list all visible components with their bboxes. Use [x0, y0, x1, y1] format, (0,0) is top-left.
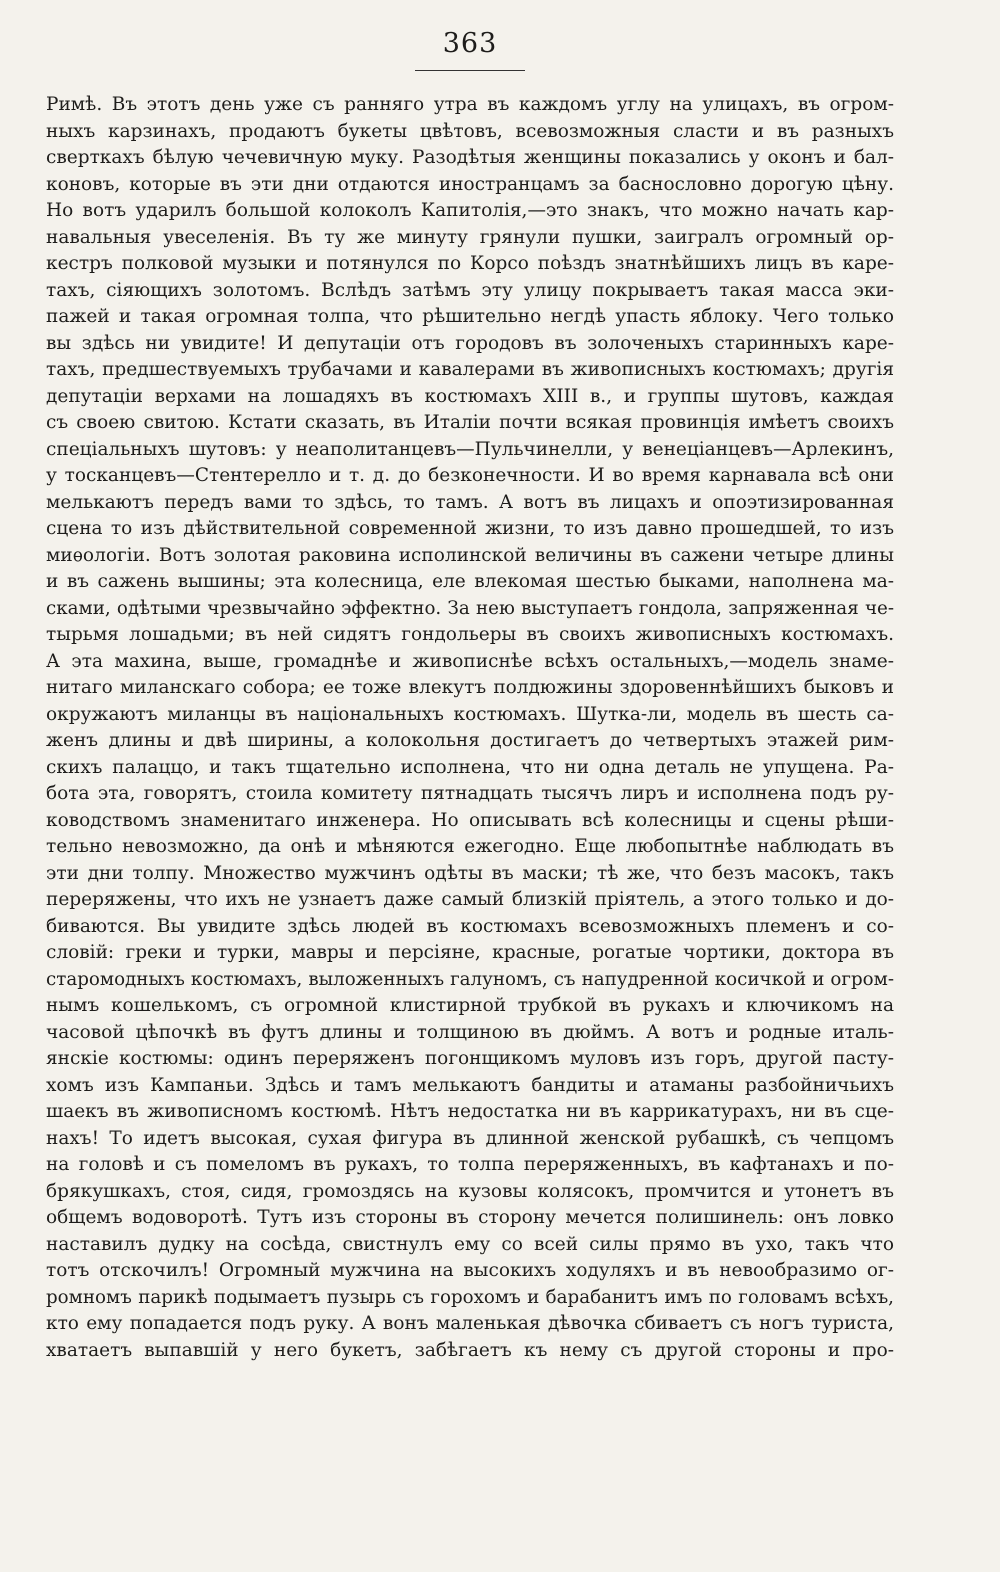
- page-number: 363: [442, 28, 498, 59]
- text-line: кестръ полковой музыки и потянулся по Корсо поѣздъ знатнѣйшихъ лицъ въ каре-: [46, 253, 894, 274]
- text-line: общемъ водоворотѣ. Тутъ изъ стороны въ сторону мечется полишинель: онъ ловко: [46, 1207, 894, 1228]
- text-line: коновъ, которые въ эти дни отдаются иностранцамъ за баснословно дорогую цѣну.: [46, 173, 894, 195]
- text-line: А эта махина, выше, громаднѣе и живописнѣе всѣхъ остальныхъ,—модель знаме-: [46, 650, 894, 672]
- text-line: навальныя увеселенія. Въ ту же минуту грянули пушки, заигралъ огромный ор-: [46, 226, 894, 248]
- text-line: брякушкахъ, стоя, сидя, громоздясь на кузовы колясокъ, промчится и утонетъ въ: [46, 1180, 894, 1202]
- text-line: на головѣ и съ помеломъ въ рукахъ, то толпа переряженныхъ, въ кафтанахъ и по-: [46, 1154, 894, 1175]
- text-line: хомъ изъ Кампаньи. Здѣсь и тамъ мелькаютъ бандиты и атаманы разбойничьихъ: [46, 1074, 894, 1096]
- text-line: часовой цѣпочкѣ въ футъ длины и толщиною въ дюймъ. А вотъ и родные италь-: [46, 1021, 894, 1043]
- text-line: пажей и такая огромная толпа, что рѣшительно негдѣ упасть яблоку. Чего только: [46, 306, 894, 327]
- text-line: тырьмя лошадьми; въ ней сидятъ гондольеры въ своихъ живописныхъ костюмахъ.: [46, 624, 894, 645]
- text-line: сками, одѣтыми чрезвычайно эффектно. За нею выступаетъ гондола, запряженная че-: [46, 597, 894, 619]
- text-line: съ своею свитою. Кстати сказать, въ Италіи почти всякая провинція имѣетъ своихъ: [46, 412, 894, 433]
- text-line: Римѣ. Въ этотъ день уже съ ранняго утра въ каждомъ углу на улицахъ, въ огром-: [46, 94, 894, 115]
- text-line: тельно невозможно, да онѣ и мѣняются ежегодно. Еще любопытнѣе наблюдать въ: [46, 836, 894, 857]
- text-line: депутаціи верхами на лошадяхъ въ костюмахъ XIII в., и группы шутовъ, каждая: [46, 385, 894, 407]
- header-rule: [415, 70, 525, 71]
- text-line: тахъ, предшествуемыхъ трубачами и кавалерами въ живописныхъ костюмахъ; другія: [46, 359, 894, 380]
- text-line: шаекъ въ живописномъ костюмѣ. Нѣтъ недостатка ни въ каррикатурахъ, ни въ сце-: [46, 1101, 894, 1122]
- text-line: Но вотъ ударилъ большой колоколъ Капитолія,—это знакъ, что можно начать кар-: [46, 200, 894, 221]
- text-line: тотъ отскочилъ! Огромный мужчина на высокихъ ходуляхъ и въ невообразимо ог-: [46, 1260, 894, 1281]
- text-line: сверткахъ бѣлую чечевичную муку. Разодѣтыя женщины показались у оконъ и бал-: [46, 147, 894, 168]
- text-line: хватаетъ выпавшій у него букетъ, забѣгаетъ къ нему съ другой стороны и про-: [46, 1339, 894, 1361]
- text-line: кто ему попадается подъ руку. А вонъ маленькая дѣвочка сбиваетъ съ ногъ туриста,: [46, 1313, 894, 1334]
- text-line: мелькаютъ передъ вами то здѣсь, то тамъ. А вотъ въ лицахъ и опоэтизированная: [46, 491, 894, 513]
- text-line: нымъ кошелькомъ, съ огромной клистирной трубкой въ рукахъ и ключикомъ на: [46, 995, 894, 1016]
- text-line: нитаго миланскаго собора; ее тоже влекутъ полдюжины здоровеннѣйшихъ быковъ и: [46, 677, 894, 698]
- text-line: бота эта, говорятъ, стоила комитету пятнадцать тысячъ лиръ и исполнена подъ ру-: [46, 783, 894, 804]
- text-line: переряжены, что ихъ не узнаетъ даже самый близкій пріятель, а этого только и до-: [46, 889, 894, 910]
- text-line: словій: греки и турки, мавры и персіяне, красные, рогатые чортики, доктора въ: [46, 942, 894, 963]
- text-line: янскіе костюмы: одинъ переряженъ погонщикомъ муловъ изъ горъ, другой пасту-: [46, 1048, 894, 1069]
- text-line: у тосканцевъ—Стентерелло и т. д. до безконечности. И во время карнавала всѣ они: [46, 465, 894, 486]
- text-line: скихъ палаццо, и такъ тщательно исполнена, что ни одна деталь не упущена. Ра-: [46, 756, 894, 778]
- text-line: нахъ! То идетъ высокая, сухая фигура въ длинной женской рубашкѣ, съ чепцомъ: [46, 1127, 894, 1149]
- text-line: сцена то изъ дѣйствительной современной жизни, то изъ давно прошедшей, то изъ: [46, 518, 894, 539]
- text-line: и въ сажень вышины; эта колесница, еле влекомая шестью быками, наполнена ма-: [46, 571, 894, 592]
- body-text: [46, 92, 894, 1364]
- text-line: вы здѣсь ни увидите! И депутаціи отъ городовъ въ золоченыхъ старинныхъ каре-: [46, 332, 894, 354]
- text-line: биваются. Вы увидите здѣсь людей въ костюмахъ всевозможныхъ племенъ и со-: [46, 915, 894, 937]
- text-line: наставилъ дудку на сосѣда, свистнулъ ему со всей силы прямо въ ухо, такъ что: [46, 1233, 894, 1255]
- text-line: спеціальныхъ шутовъ: у неаполитанцевъ—Пульчинелли, у венеціанцевъ—Арлекинъ,: [46, 438, 894, 460]
- text-line: старомодныхъ костюмахъ, выложенныхъ галуномъ, съ напудренной косичкой и огром-: [46, 968, 894, 990]
- text-line: эти дни толпу. Множество мужчинъ одѣты въ маски; тѣ же, что безъ масокъ, такъ: [46, 862, 894, 884]
- text-line: ромномъ парикѣ подымаетъ пузырь съ горохомъ и барабанитъ имъ по головамъ всѣхъ,: [46, 1286, 894, 1308]
- text-line: тахъ, сіяющихъ золотомъ. Вслѣдъ затѣмъ эту улицу покрываетъ такая масса эки-: [46, 279, 894, 301]
- text-line: ководствомъ знаменитаго инженера. Но описывать всѣ колесницы и сцены рѣши-: [46, 809, 894, 831]
- text-line: ныхъ карзинахъ, продаютъ букеты цвѣтовъ, всевозможныя сласти и въ разныхъ: [46, 120, 894, 142]
- text-line: женъ длины и двѣ ширины, а колокольня достигаетъ до четвертыхъ этажей рим-: [46, 730, 894, 751]
- text-line: окружаютъ миланцы въ національныхъ костюмахъ. Шутка-ли, модель въ шесть са-: [46, 703, 894, 725]
- text-line: миѳологіи. Вотъ золотая раковина исполинской величины въ сажени четыре длины: [46, 544, 894, 566]
